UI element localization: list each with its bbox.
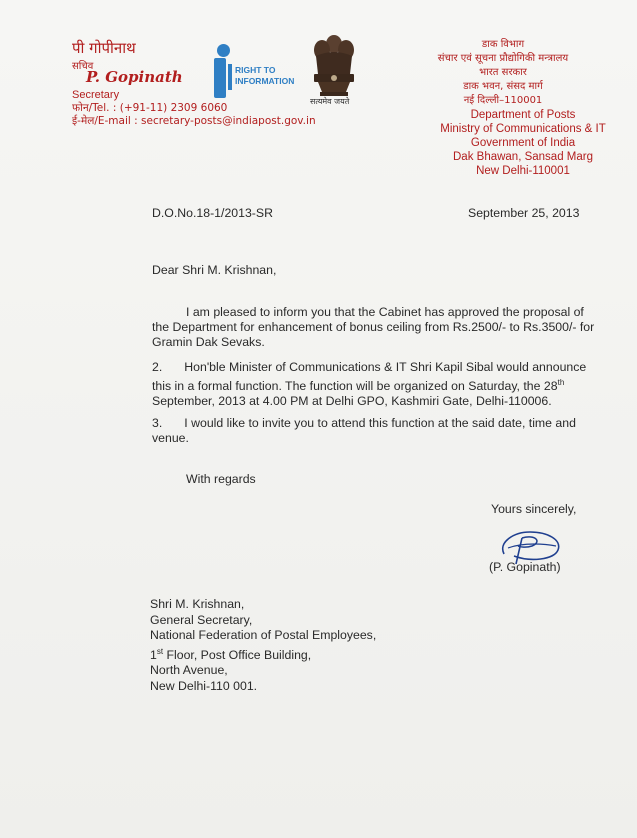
paragraph-3-number: 3. — [152, 416, 163, 430]
rti-person-head-icon — [217, 44, 230, 57]
rti-line1: RIGHT TO — [235, 65, 276, 75]
emblem-motto: सत्यमेव जयते — [310, 97, 350, 106]
department-english-line: New Delhi-110001 — [476, 165, 570, 177]
paragraph-2-sup: th — [557, 378, 565, 387]
department-hindi-line: डाक विभाग — [481, 39, 525, 50]
paragraph-2 — [152, 360, 604, 409]
department-hindi-line: डाक भवन, संसद मार्ग — [463, 81, 543, 92]
sender-phone: फोन/Tel. : (+91-11) 2309 6060 — [72, 102, 228, 114]
sender-name-hindi: पी गोपीनाथ — [72, 39, 136, 57]
department-hindi-line: नई दिल्ली–110001 — [463, 95, 543, 106]
recipient-line: New Delhi-110 001. — [150, 678, 258, 693]
national-emblem — [304, 30, 364, 108]
recipient-line: National Federation of Postal Employees, — [150, 628, 377, 642]
recipient-line: General Secretary, — [150, 612, 253, 627]
department-hindi-block — [418, 38, 588, 108]
closing: Yours sincerely, — [491, 502, 577, 516]
paragraph-1: I am pleased to inform you that the Cabinet has approved the proposal of the Department for enhancement of bonus ceiling from Rs.2500/- to Rs.3500/- for Gramin Dak Sevaks. — [152, 305, 595, 349]
department-english-line: Ministry of Communications & IT — [440, 123, 606, 135]
rti-bar-icon — [228, 64, 232, 90]
letter-date: September 25, 2013 — [468, 206, 580, 220]
reference-number: D.O.No.18-1/2013-SR — [152, 206, 273, 220]
sender-designation-hindi: सचिव — [72, 61, 94, 72]
recipient-address — [150, 597, 376, 694]
paragraph-3-text: I would like to invite you to attend this function at the said date, time and venue. — [152, 416, 576, 445]
department-english-line: Dak Bhawan, Sansad Marg — [453, 151, 593, 163]
department-english-block — [428, 108, 618, 178]
rti-line2: INFORMATION — [235, 76, 295, 86]
department-hindi-line: भारत सरकार — [479, 67, 527, 78]
paragraph-2-text-a: Hon'ble Minister of Communications & IT Shri Kapil Sibal would announce this in a formal function. The function will be organized on Saturday, the 28 — [152, 360, 587, 394]
recipient-floor-text: Floor, Post Office Building, — [163, 647, 312, 662]
signatory-name: (P. Gopinath) — [489, 560, 561, 574]
recipient-line: Shri M. Krishnan, — [150, 597, 245, 611]
paragraph-2-text-b: September, 2013 at 4.00 PM at Delhi GPO, Kashmiri Gate, Delhi-110006. — [152, 394, 552, 409]
sender-email: ई-मेल/E-mail : secretary-posts@indiapost.gov.in — [72, 115, 316, 127]
salutation: Dear Shri M. Krishnan, — [152, 263, 277, 277]
recipient-floor-sup: st — [156, 646, 164, 656]
paragraph-3 — [152, 416, 604, 446]
department-hindi-line: संचार एवं सूचना प्रौद्योगिकी मन्त्रालय — [437, 53, 569, 64]
department-english-line: Department of Posts — [470, 109, 576, 121]
recipient-line: North Avenue, — [150, 663, 228, 678]
recipient-line-floor — [150, 644, 376, 664]
lion-capital-icon — [304, 30, 364, 98]
paragraph-2-number: 2. — [152, 360, 163, 374]
rti-person-body-icon — [214, 58, 226, 98]
regards: With regards — [186, 472, 256, 486]
recipient-floor-number: 1 — [150, 647, 157, 662]
sender-designation-english: Secretary — [72, 89, 120, 101]
rti-logo — [211, 44, 301, 94]
sender-name-english: P. Gopinath — [86, 68, 183, 86]
department-english-line: Government of India — [470, 137, 576, 149]
